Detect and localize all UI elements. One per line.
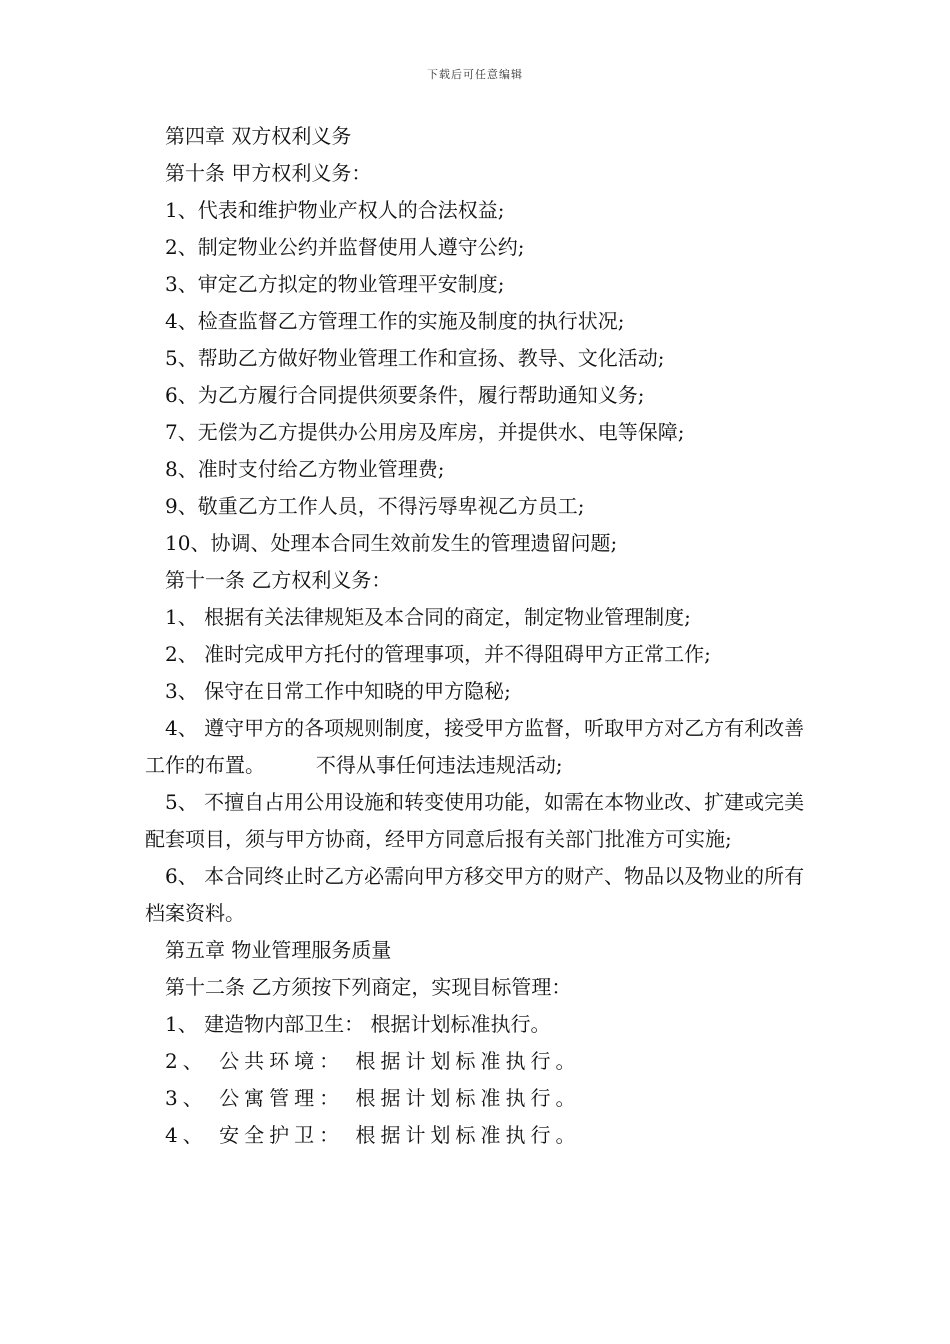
article-ten-item-9: 9、敬重乙方工作人员，不得污辱卑视乙方员工; xyxy=(165,494,585,518)
chapter-five-title: 第五章 物业管理服务质量 xyxy=(165,938,392,962)
article-eleven-item-4: 4、 遵守甲方的各项规则制度，接受甲方监督，听取甲方对乙方有利改善工作的布置。 不得从事任何违法违规活动; xyxy=(145,716,805,777)
article-twelve-item-4: 4、 安全护卫： 根据计划标准执行。 xyxy=(165,1123,581,1147)
article-twelve-item-3: 3、 公寓管理： 根据计划标准执行。 xyxy=(165,1086,581,1110)
article-ten-item-2: 2、制定物业公约并监督使用人遵守公约; xyxy=(165,235,525,259)
article-twelve-item-1: 1、 建造物内部卫生： 根据计划标准执行。 xyxy=(165,1012,551,1036)
article-eleven-item-3: 3、 保守在日常工作中知晓的甲方隐秘; xyxy=(165,679,511,703)
article-ten-item-4: 4、检查监督乙方管理工作的实施及制度的执行状况; xyxy=(165,309,625,333)
article-ten-item-8: 8、准时支付给乙方物业管理费; xyxy=(165,457,445,481)
article-ten-item-10: 10、协调、处理本合同生效前发生的管理遗留问题; xyxy=(165,531,618,555)
article-eleven-item-5: 5、 不擅自占用公用设施和转变使用功能，如需在本物业改、扩建或完美配套项目，须与甲方协商，经甲方同意后报有关部门批准方可实施; xyxy=(145,790,805,851)
article-eleven-item-1: 1、 根据有关法律规矩及本合同的商定，制定物业管理制度; xyxy=(165,605,691,629)
article-ten-item-5: 5、帮助乙方做好物业管理工作和宣扬、教导、文化活动; xyxy=(165,346,665,370)
chapter-four-title: 第四章 双方权利义务 xyxy=(165,124,352,148)
article-eleven-item-2: 2、 准时完成甲方托付的管理事项，并不得阻碍甲方正常工作; xyxy=(165,642,711,666)
article-twelve-heading: 第十二条 乙方须按下列商定，实现目标管理： xyxy=(165,975,572,999)
article-ten-item-3: 3、审定乙方拟定的物业管理平安制度; xyxy=(165,272,505,296)
article-ten-item-6: 6、为乙方履行合同提供须要条件，履行帮助通知义务; xyxy=(165,383,645,407)
article-eleven-heading: 第十一条 乙方权利义务： xyxy=(165,568,392,592)
article-eleven-item-6: 6、 本合同终止时乙方必需向甲方移交甲方的财产、物品以及物业的所有档案资料。 xyxy=(145,864,805,925)
article-twelve-item-2: 2、 公共环境： 根据计划标准执行。 xyxy=(165,1049,581,1073)
document-body xyxy=(145,118,810,1154)
article-ten-item-7: 7、无偿为乙方提供办公用房及库房，并提供水、电等保障; xyxy=(165,420,685,444)
article-ten-heading: 第十条 甲方权利义务： xyxy=(165,161,372,185)
page-header-note: 下载后可任意编辑 xyxy=(427,68,523,81)
article-ten-item-1: 1、代表和维护物业产权人的合法权益; xyxy=(165,198,505,222)
